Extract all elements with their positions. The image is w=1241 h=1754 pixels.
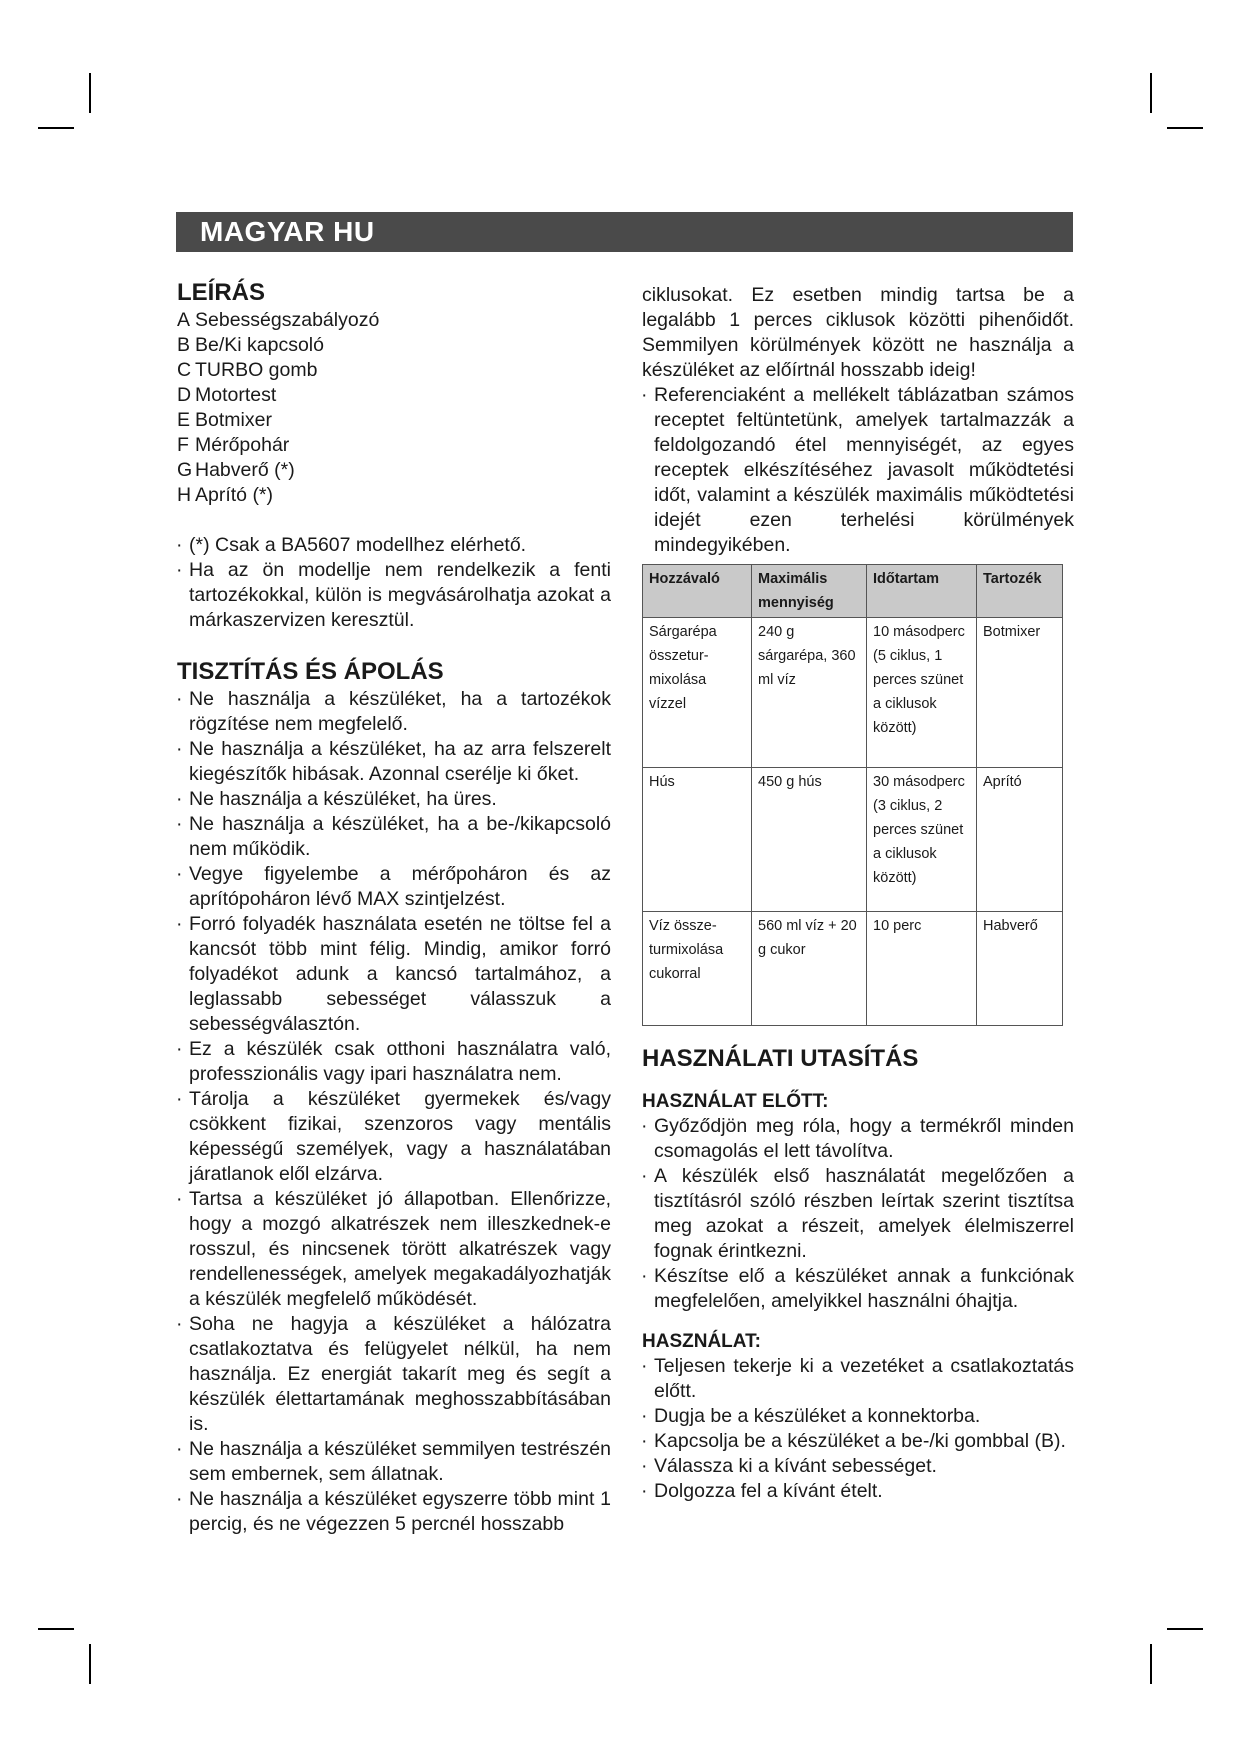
part-key: E [177, 409, 191, 431]
part-key: A [177, 309, 191, 331]
cleaning-title: TISZTÍTÁS ÉS ÁPOLÁS [177, 658, 444, 685]
use-item: · Kapcsolja be a készüléket a be-/ki gombbal (B). [642, 1429, 1074, 1454]
crop-mark [1167, 127, 1203, 129]
part-item [177, 308, 611, 333]
use-item: · Teljesen tekerje ki a vezetéket a csatlakoztatás előtt. [642, 1354, 1074, 1404]
table-cell: 30 másodperc (3 ciklus, 2 perces szünet a ciklusok között) [867, 768, 977, 912]
part-label: Be/Ki kapcsoló [195, 334, 324, 356]
part-key: F [177, 434, 189, 456]
cleaning-item: · Ne használja a készüléket semmilyen testrészén sem embernek, sem állatnak. [177, 1437, 611, 1487]
part-item [177, 458, 611, 483]
table-cell: Habverő [977, 912, 1063, 1026]
cleaning-item: · Ne használja a készüléket egyszerre több mint 1 percig, és ne végezzen 5 percnél hosszabb [177, 1487, 611, 1537]
recipe-table [642, 564, 1063, 1026]
table-cell: Botmixer [977, 618, 1063, 768]
before-item: · Győződjön meg róla, hogy a termékről minden csomagolás el lett távolítva. [642, 1114, 1074, 1164]
cleaning-item: · Vegye figyelembe a mérőpoháron és az aprítópoháron lévő MAX szintjelzést. [177, 862, 611, 912]
table-cell: 10 másodperc (5 ciklus, 1 perces szünet a ciklusok között) [867, 618, 977, 768]
continued-text: ciklusokat. Ez esetben mindig tartsa be a legalább 1 perces ciklusok közötti pihenőidőt. Semmilyen körülmények között ne használja a készüléket az előírtnál hosszabb ideig! [642, 284, 1074, 381]
table-header-cell: Tartozék [977, 565, 1063, 618]
part-label: Motortest [195, 384, 277, 406]
part-item [177, 408, 611, 433]
part-label: Mérőpohár [195, 434, 290, 456]
language-banner: MAGYAR HU [176, 212, 1073, 252]
cleaning-item: · Ne használja a készüléket, ha a be-/kikapcsoló nem működik. [177, 812, 611, 862]
crop-mark [89, 1644, 91, 1684]
reference-text: · Referenciaként a mellékelt táblázatban számos receptet feltüntetünk, amelyek tartalmazzák a feldolgozandó étel mennyiségét, az egyes receptek elkészítéséhez javasolt működtetési időt, valamint a készülék maximális működtetési idejét ezen terhelési körülmények mindegyikében. [642, 383, 1074, 558]
part-item [177, 483, 611, 508]
table-row [643, 618, 1063, 768]
use-title: HASZNÁLAT: [642, 1331, 761, 1352]
table-cell: 240 g sárgarépa, 360 ml víz [752, 618, 867, 768]
table-header-cell: Hozzávaló [643, 565, 752, 618]
table-cell: Hús [643, 768, 752, 912]
description-title: LEÍRÁS [177, 279, 266, 306]
part-label: Aprító (*) [195, 484, 274, 506]
before-item: · A készülék első használatát megelőzően a tisztításról szóló részben leírtak szerint tisztítsa meg azokat a részeit, amelyek élelmiszerrel fognak érintkezni. [642, 1164, 1074, 1264]
table-header-cell: Időtartam [867, 565, 977, 618]
cleaning-item: · Soha ne hagyja a készüléket a hálózatra csatlakoztatva és felügyelet nélkül, ha nem használja. Ez energiát takarít meg és segít a készülék élettartamának meghosszabbításában is. [177, 1312, 611, 1437]
table-cell: Víz össze-turmixolása cukorral [643, 912, 752, 1026]
crop-mark [1150, 73, 1152, 113]
left-column [177, 278, 611, 1537]
cleaning-item: · Ne használja a készüléket, ha üres. [177, 787, 611, 812]
use-item: · Dugja be a készüléket a konnektorba. [642, 1404, 1074, 1429]
cleaning-item: · Ne használja a készüléket, ha az arra felszerelt kiegészítők hibásak. Azonnal cserélje ki őket. [177, 737, 611, 787]
part-key: B [177, 334, 191, 356]
table-cell: Aprító [977, 768, 1063, 912]
table-cell: 450 g hús [752, 768, 867, 912]
crop-mark [38, 1628, 74, 1630]
parts-list [177, 308, 611, 508]
part-item [177, 383, 611, 408]
before-item: · Készítse elő a készüléket annak a funkciónak megfelelően, amelyikkel használni óhajtja. [642, 1264, 1074, 1314]
part-item [177, 358, 611, 383]
table-cell: 560 ml víz + 20 g cukor [752, 912, 867, 1026]
use-item: · Dolgozza fel a kívánt ételt. [642, 1479, 1074, 1504]
crop-mark [1167, 1628, 1203, 1630]
part-key: D [177, 384, 192, 406]
crop-mark [89, 73, 91, 113]
cleaning-item: · Ez a készülék csak otthoni használatra való, professzionális vagy ipari használatra nem. [177, 1037, 611, 1087]
use-item: · Válassza ki a kívánt sebességet. [642, 1454, 1074, 1479]
part-key: G [177, 459, 193, 481]
part-label: Botmixer [195, 409, 272, 431]
table-row [643, 912, 1063, 1026]
part-label: Habverő (*) [195, 459, 295, 481]
crop-mark [1150, 1644, 1152, 1684]
part-key: H [177, 484, 192, 506]
table-cell: Sárgarépa összetur-mixolása vízzel [643, 618, 752, 768]
note-item: · Ha az ön modellje nem rendelkezik a fenti tartozékokkal, külön is megvásárolhatja azokat a márkaszervizen keresztül. [177, 558, 611, 633]
notes-list [177, 533, 611, 633]
part-item [177, 333, 611, 358]
right-column [642, 283, 1074, 1504]
cleaning-item: · Tárolja a készüléket gyermekek és/vagy csökkent fizikai, szenzoros vagy mentális képességű személyek, vagy a használatában járatlanok elől elzárva. [177, 1087, 611, 1187]
table-row [643, 768, 1063, 912]
table-header-row [643, 565, 1063, 618]
crop-mark [38, 127, 74, 129]
before-title: HASZNÁLAT ELŐTT: [642, 1091, 829, 1112]
table-body [643, 618, 1063, 1026]
cleaning-item: · Tartsa a készüléket jó állapotban. Ellenőrizze, hogy a mozgó alkatrészek nem illeszkednek-e rosszul, és nincsenek törött alkatrészek vagy rendellenességek, amelyek megakadályozhatják a készülék megfelelő működését. [177, 1187, 611, 1312]
table-header-cell: Maximális mennyiség [752, 565, 867, 618]
before-list [642, 1114, 1074, 1314]
cleaning-item: · Forró folyadék használata esetén ne töltse fel a kancsót több mint félig. Mindig, amikor forró folyadékot adunk a kancsó tartalmához, a leglassabb sebességet válasszuk a sebességválasztón. [177, 912, 611, 1037]
part-label: Sebességszabályozó [195, 309, 380, 331]
table-cell: 10 perc [867, 912, 977, 1026]
part-key: C [177, 359, 192, 381]
part-label: TURBO gomb [195, 359, 318, 381]
use-list [642, 1354, 1074, 1504]
note-item: · (*) Csak a BA5607 modellhez elérhető. [177, 533, 611, 558]
usage-title: HASZNÁLATI UTASÍTÁS [642, 1045, 919, 1072]
cleaning-list [177, 687, 611, 1537]
cleaning-item: · Ne használja a készüléket, ha a tartozékok rögzítése nem megfelelő. [177, 687, 611, 737]
part-item [177, 433, 611, 458]
